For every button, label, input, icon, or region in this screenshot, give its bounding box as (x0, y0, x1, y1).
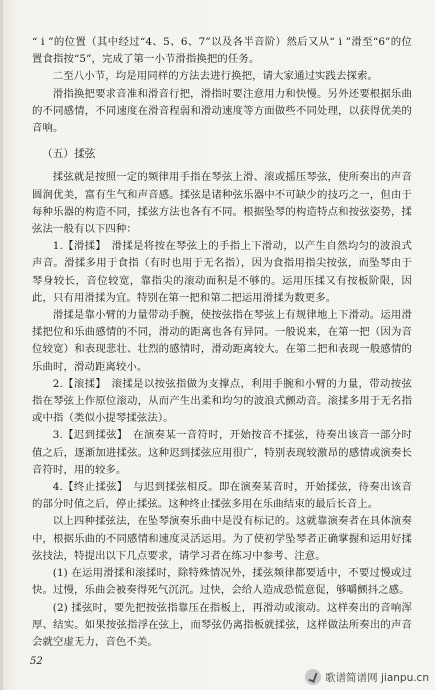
paragraph-delayed-vibrato: 3.【迟到揉弦】 在演奏某一音符时，开始按音不揉弦，待奏出该音一部分时值之后，逐渐加进揉弦。这种迟到揉弦应用很广，特别表现较激昂的感情或演奏长音符时，用的较多。 (32, 429, 412, 476)
page-spine (0, 0, 3, 690)
paragraph-requirement-2: (2) 揉弦时，要先把按弦指靠压在指板上，再滑动或滚动。这样奏出的音响浑厚、结实。如果按弦指浮在弦上，而琴弦仍离指板就揉弦，这样做法所奏出的声音会就空虚无力，音色不美。 (32, 601, 412, 648)
section-heading (32, 146, 412, 163)
section-heading-text: （五）揉弦 (42, 148, 96, 161)
paragraph-requirement-1: (1) 在运用滑揉和滚揉时，除特殊情况外，揉弦频律都要适中，不要过慢或过快。过慢，乐曲会被奏得死气沉沉。过快，会给人造成恐慌意促，够嚼颤抖之感。 (32, 567, 412, 597)
watermark-logo-icon (305, 669, 321, 685)
paragraph-slide-shift: 滑指换把要求音准和滑音行把，滑指时要注意用力和快慢。另外还要根据乐曲的不同感情，不同速度在滑音程弱和滑动速度等方面做些不同处理，以获得优美的音响。 (32, 87, 412, 135)
page-content (32, 34, 412, 651)
paragraph-roll-vibrato: 2.【滚揉】 滚揉是以按弦指做为支撑点，利用手腕和小臂的力量，带动按弦指在琴弦上作原位滚动，从而产生出柔和均匀的波浪式颤动音。滚揉多用于无名指或中指（类似小提琴揉弦法）。 (32, 377, 412, 425)
paragraph-slide-position: “ i ”的位置（其中经过“4、5、6、7”以及各半音阶）然后又从“ i ”滑至“6”的位置食指按“5”，完成了第一小节滑指换把的任务。 (32, 36, 412, 66)
paragraph-summary: 以上四种揉弦法，在坠琴演奏乐曲中是没有标记的。这就靠演奏者在具体演奏中，根据乐曲的不同感情和速度灵活运用。为了使初学坠琴者正确掌握和运用好揉弦技法，特提出以下几点要求，请学习者在练习中参考、注意。 (32, 515, 412, 562)
paragraph-slide-vibrato-note: 滑揉是靠小臂的力量带动手腕，使按弦指在琴弦上有规律地上下滑动。运用滑揉把位和乐曲感情的不同，滑动的距离也各有异同。一般说来，在第一把（因为音位较宽）和表现悲壮、壮烈的感情时，滑动距离较大。在第二把和表现一般感情的乐曲时，滑动距离较小。 (32, 309, 412, 373)
paragraph-vibrato-intro: 揉弦就是按照一定的频律用手指在琴弦上滑、滚或摇压琴弦，使所奏出的声音圆润优美，富有生气和声音感。揉弦是诸种弦乐器中不可缺少的技巧之一，但由于每种乐器的构造不同，揉弦方法也各有不同。根据坠琴的构造特点和按弦姿势，揉弦法一般有以下四种： (32, 171, 412, 236)
site-watermark (305, 667, 429, 687)
watermark-text: 歌谱简谱网 jianpu.cn (325, 671, 429, 684)
paragraph-measures: 二至八小节，均是用同样的方法去进行换把，请大家通过实践去探索。 (52, 70, 379, 83)
page-number: 52 (30, 656, 43, 667)
paragraph-slide-vibrato: 1.【滑揉】 滑揉是将按在琴弦上的手指上下滑动，以产生自然均匀的波浪式声音。滑揉多用于食指（有时也用于无名指），因为食指用指尖按弦，而坠琴由于琴身较长，音位较宽，靠指尖的滚动面积是不够的。运用压揉又有按板阶限，因此，只有用滑揉为宜。特别在第一把和第二把运用滑揉为数更多。 (32, 240, 412, 304)
paragraph-end-vibrato: 4.【终止揉弦】 与迟到揉弦相反。即在演奏某音时，开始揉弦，待奏出该音的部分时值之后，停止揉弦。这种终止揉弦多用在乐曲结束的最后长音上。 (32, 481, 412, 511)
